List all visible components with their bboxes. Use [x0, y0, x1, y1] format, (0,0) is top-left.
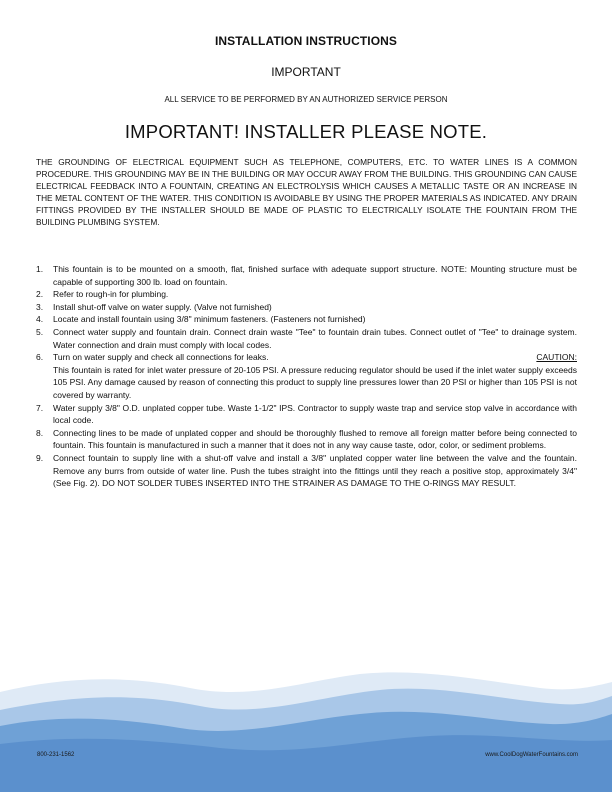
list-item	[36, 402, 577, 427]
grounding-warning-paragraph: THE GROUNDING OF ELECTRICAL EQUIPMENT SUCH AS TELEPHONE, COMPUTERS, ETC. TO WATER LINES IS A COMMON PROCEDURE. THIS GROUNDING MAY BE IN THE BUILDING OR MAY OCCUR AWAY FROM THE BUILDING. THIS GROUNDING CAN CAUSE ELECTRICAL FEEDBACK INTO A FOUNTAIN, CREATING AN ELECTROLYSIS WHICH CAUSES A METALLIC TASTE OR AN INCREASE IN THE METAL CONTENT OF THE WATER. THIS CONDITION IS AVOIDABLE BY USING THE PROPER MATERIALS AS INDICATED. ANY DRAIN FITTINGS PROVIDED BY THE INSTALLER SHOULD BE MADE OF PLASTIC TO ELECTRICALLY ISOLATE THE FOUNTAIN FROM THE BUILDING PLUMBING SYSTEM.	[36, 157, 577, 227]
step-number: 3.	[36, 301, 44, 312]
step-text: Water supply 3/8" O.D. unplated copper tube. Waste 1-1/2" IPS. Contractor to supply waste trap and service stop valve in accordance with local code.	[53, 402, 577, 426]
step-number: 9.	[36, 452, 44, 463]
page-title: INSTALLATION INSTRUCTIONS	[214, 34, 398, 48]
caution-text: This fountain is rated for inlet water pressure of 20-105 PSI. A pressure reducing regulator should be used if the inlet water supply exceeds 105 PSI. Any damage caused by reason of connecting this product to supply line pressures lower than 20 PSI or higher than 105 PSI is not covered by warranty.	[53, 364, 577, 400]
list-item	[36, 326, 577, 351]
important-heading: IMPORTANT	[271, 65, 341, 79]
list-item	[36, 452, 577, 490]
step-text: Refer to rough-in for plumbing.	[53, 289, 169, 300]
list-item	[36, 263, 577, 288]
list-item	[36, 427, 577, 452]
list-item	[36, 288, 577, 301]
step-text: Connecting lines to be made of unplated copper and should be thoroughly flushed to remove all foreign matter before being connected to fountain. This fountain is manufactured in such a manner that it does not in any way cause taste, odor, color, or sediment problems.	[53, 427, 577, 451]
installation-steps-list	[36, 263, 577, 490]
step-number: 6.	[36, 352, 44, 363]
step-text: Connect fountain to supply line with a shut-off valve and install a 3/8" unplated copper water line between the valve and the fountain. Remove any burrs from outside of water line. Push the tubes straight into the fittings until they reach a positive stop, approximately 3/4" (See Fig. 2). DO NOT SOLDER TUBES INSERTED INTO THE STRAINER AS DAMAGE TO THE O-RINGS MAY RESULT.	[53, 452, 577, 489]
list-item	[36, 301, 577, 314]
step-text: Install shut-off valve on water supply. (Valve not furnished)	[53, 301, 272, 312]
step-number: 8.	[36, 427, 44, 438]
step-number: 2.	[36, 289, 44, 300]
caution-label: CAUTION:	[536, 352, 577, 363]
step-text: Turn on water supply and check all connections for leaks.	[53, 352, 269, 363]
step-number: 7.	[36, 402, 44, 413]
service-notice: ALL SERVICE TO BE PERFORMED BY AN AUTHORIZED SERVICE PERSON	[164, 95, 448, 104]
step-text: Locate and install fountain using 3/8" minimum fasteners. (Fasteners not furnished)	[53, 314, 366, 325]
phone-number: 800-231-1562	[37, 752, 75, 758]
list-item	[36, 313, 577, 326]
wave-footer-graphic	[0, 670, 612, 792]
step-number: 1.	[36, 264, 44, 274]
step-number: 5.	[36, 326, 44, 337]
list-item	[36, 351, 577, 401]
installer-note-heading: IMPORTANT! INSTALLER PLEASE NOTE.	[124, 121, 488, 142]
step-number: 4.	[36, 314, 44, 325]
step-text: This fountain is to be mounted on a smooth, flat, finished surface with adequate support structure. NOTE: Mounting structure must be capable of supporting 300 lb. load on fountain.	[53, 264, 577, 287]
step-text: Connect water supply and fountain drain. Connect drain waste "Tee" to fountain drain tubes. Connect outlet of "Tee" to drainage system. Water connection and drain must comply with local codes.	[53, 326, 577, 350]
website-link[interactable]: www.CoolDogWaterFountains.com	[485, 752, 578, 758]
